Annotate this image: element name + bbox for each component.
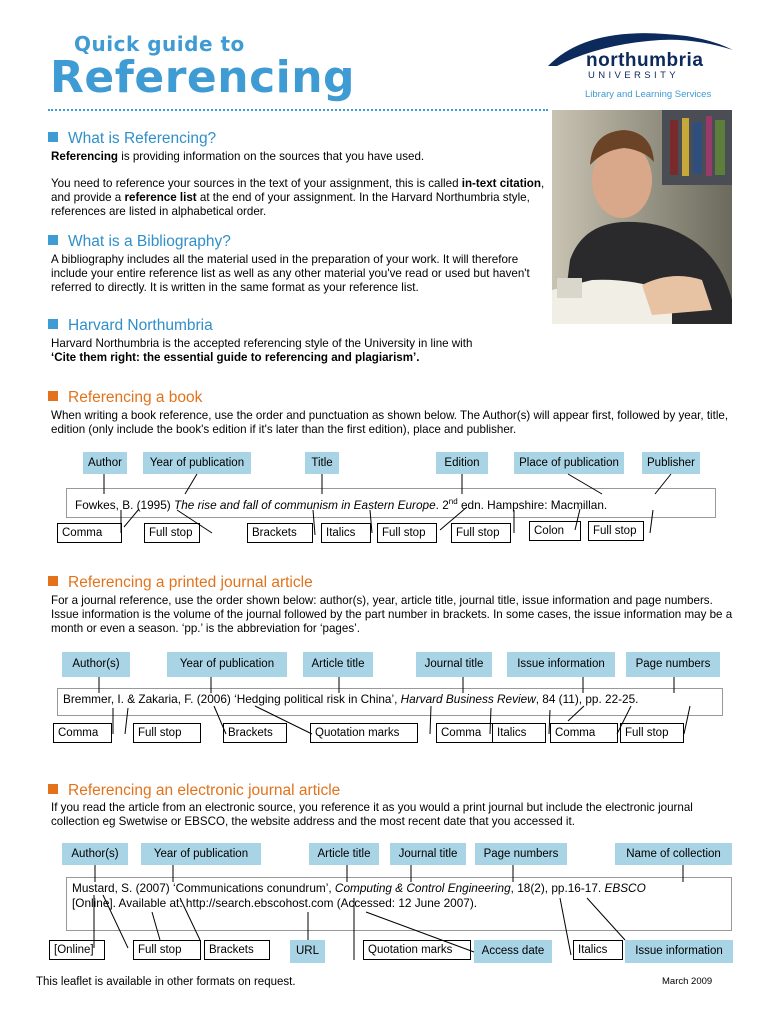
tag-year-of-publication: Year of publication [141, 843, 261, 865]
harvard-paragraph-2: ‘Cite them right: the essential guide to referencing and plagiarism’. [51, 351, 420, 364]
electronic-paragraph: If you read the article from an electronic source, you reference it as you would a print journal but include the electronic journal collection eg Swetwise or EBSCO, the website address and the most recent date that you accessed it. [51, 801, 693, 828]
tag-article-title: Article title [303, 652, 373, 677]
tag-issue-information: Issue information [507, 652, 615, 677]
referencing-paragraph-1: Referencing is providing information on the sources that you have used. [51, 150, 425, 163]
label-full-stop: Full stop [620, 723, 684, 743]
tag-journal-title: Journal title [390, 843, 466, 865]
label-quotation-marks: Quotation marks [310, 723, 418, 743]
tag-edition: Edition [436, 452, 488, 474]
electronic-reference-line-2: [Online]. Available at: http://search.ebscohost.com (Accessed: 12 June 2007). [72, 896, 478, 910]
logo-service: Library and Learning Services [585, 89, 712, 100]
tag-year-of-publication: Year of publication [143, 452, 251, 474]
journal-reference-text: Bremmer, I. & Zakaria, F. (2006) ‘Hedging political risk in China’, Harvard Business Review, 84 (11), pp. 22-25. [63, 692, 639, 706]
label-brackets: Brackets [223, 723, 287, 743]
tag-page-numbers: Page numbers [626, 652, 720, 677]
label-brackets: Brackets [204, 940, 270, 960]
tag-year-of-publication: Year of publication [167, 652, 287, 677]
journal-paragraph: For a journal reference, use the order shown below: author(s), year, article title, journal title, issue information and page numbers. Issue information is the volume of the journal followed by the part number in brackets. In some cases, the issue information may be a month or even a season. ‘pp.’ is the abbreviation for ‘pages’. [51, 594, 733, 635]
label-italics: Italics [321, 523, 371, 543]
tag-journal-title: Journal title [416, 652, 492, 677]
label-comma: Comma [550, 723, 618, 743]
tag-page-numbers: Page numbers [475, 843, 567, 865]
section-heading-bibliography: What is a Bibliography? [48, 233, 231, 251]
label-quotation-marks: Quotation marks [363, 940, 471, 960]
section-heading-referencing: What is Referencing? [48, 130, 216, 148]
section-heading-printed-journal: Referencing a printed journal article [48, 574, 313, 592]
book-reference-text: Fowkes, B. (1995) The rise and fall of communism in Eastern Europe. 2nd edn. Hampshire: Macmillan. [75, 497, 608, 512]
section-heading-book: Referencing a book [48, 389, 202, 407]
label-online: [Online] [49, 940, 105, 960]
tag-publisher: Publisher [642, 452, 700, 474]
logo-name: northumbria [586, 50, 704, 71]
label-italics: Italics [573, 940, 623, 960]
label-italics: Italics [492, 723, 546, 743]
footer-date: March 2009 [662, 976, 713, 987]
label-brackets: Brackets [247, 523, 313, 543]
bibliography-paragraph: A bibliography includes all the material used in the preparation of your work. It will therefore include your entire reference list as well as any other material you've read or used but haven't referred to directly. It is written in the same format as your reference list. [51, 253, 530, 294]
label-full-stop: Full stop [133, 723, 201, 743]
label-full-stop: Full stop [377, 523, 437, 543]
label-full-stop: Full stop [451, 523, 511, 543]
label-comma: Comma [436, 723, 497, 743]
tag-authors: Author(s) [62, 843, 128, 865]
electronic-reference-line-1: Mustard, S. (2007) ‘Communications conundrum’, Computing & Control Engineering, 18(2), pp.16-17. EBSCO [72, 881, 646, 895]
label-full-stop: Full stop [133, 940, 201, 960]
tag-issue-information: Issue information [625, 940, 733, 963]
tag-name-of-collection: Name of collection [615, 843, 732, 865]
tag-article-title: Article title [309, 843, 379, 865]
label-full-stop: Full stop [588, 521, 644, 541]
footer-note: This leaflet is available in other formats on request. [36, 976, 296, 988]
tag-place-of-publication: Place of publication [514, 452, 624, 474]
section-heading-harvard: Harvard Northumbria [48, 317, 213, 335]
tag-url: URL [290, 940, 325, 963]
label-comma: Comma [57, 523, 122, 543]
referencing-paragraph-2: You need to reference your sources in the text of your assignment, this is called in-text citation, and provide a reference list at the end of your assignment. In the Harvard Northumbria style, references are listed in alphabetical order. [51, 177, 545, 218]
tag-author: Author [83, 452, 127, 474]
tag-access-date: Access date [474, 940, 552, 963]
label-comma: Comma [53, 723, 112, 743]
tag-authors: Author(s) [62, 652, 130, 677]
book-paragraph: When writing a book reference, use the order and punctuation as shown below. The Author(s) will appear first, followed by year, title, edition (only include the book's edition if it's later than the first edition), place and publisher. [51, 409, 729, 436]
section-heading-electronic-journal: Referencing an electronic journal article [48, 782, 340, 800]
tag-title: Title [305, 452, 339, 474]
label-full-stop: Full stop [144, 523, 200, 543]
logo-subtitle: UNIVERSITY [588, 70, 680, 81]
title-small: Quick guide to [74, 32, 245, 56]
page-title: Referencing [50, 52, 356, 103]
label-colon: Colon [529, 521, 581, 541]
harvard-paragraph-1: Harvard Northumbria is the accepted referencing style of the University in line with [51, 337, 473, 350]
